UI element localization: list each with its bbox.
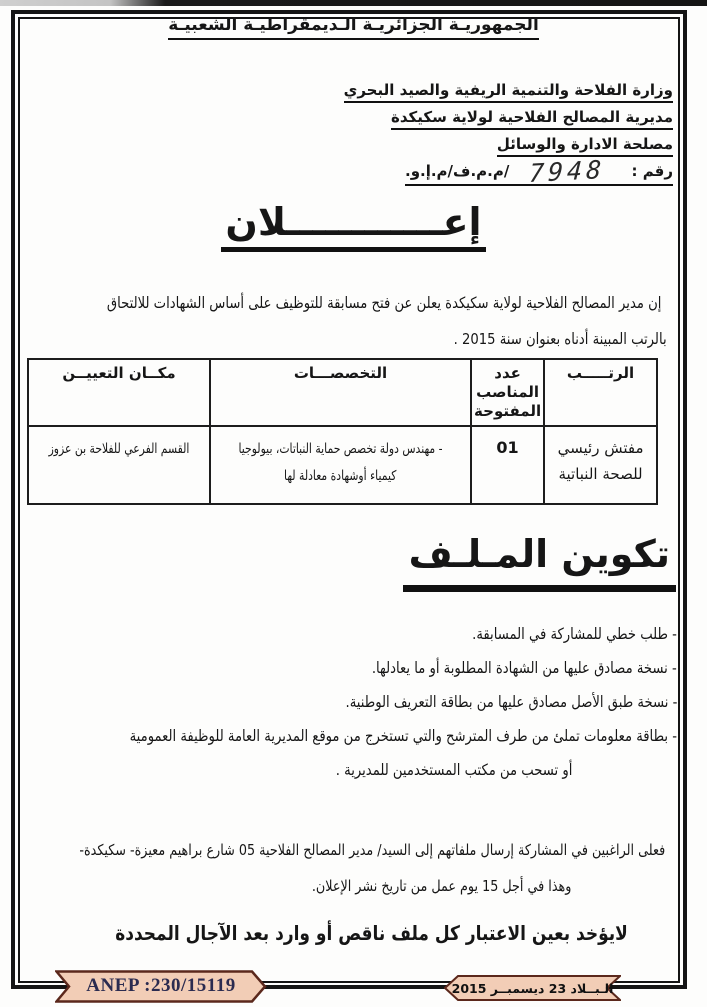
service-line: مصلحة الادارة والوسائل [344,134,673,154]
cell-specialties: - مهندس دولة تخصص حماية النباتات، بيولوجيا كيمياء أوشهادة معادلة لها [210,426,471,504]
file-section-title-wrap [403,528,676,592]
table-row [28,426,657,504]
anep-reference-text: ANEP :230/15119 [86,974,236,996]
handwritten-number: 7948 [528,154,607,189]
requirement-item: - نسخة مصادق عليها من الشهادة المطلوبة أو ما يعادلها. [372,659,677,677]
header-specialties: التخصصـــات [210,359,471,426]
ref-label: رقم : [631,162,673,180]
anep-reference-badge [55,970,267,1003]
file-section-title: تكوين المـلـف [403,528,676,592]
announcement-title-wrap [0,200,707,252]
intro-paragraph [24,291,677,351]
header-assignment-location: مكــان التعييــن [28,359,210,426]
requirement-item: - نسخة طبق الأصل مصادق عليها من بطاقة التعريف الوطنية. [345,693,677,711]
reference-number-line [344,154,673,189]
cell-open-positions: 01 [471,426,544,504]
cell-rank: مفتش رئيسي للصحة النباتية [544,426,657,504]
header-rank: الرتـــــب [544,359,657,426]
table-header-row [28,359,657,426]
newspaper-date-text: الـبــلاد 23 ديسمبــر 2015 [451,980,614,996]
submission-line-1: فعلى الراغبين في المشاركة إرسال ملفاتهم إلى السيد/ مدير المصالح الفلاحية 05 شارع براهيم معيزة- سكيكدة- [79,841,665,859]
incomplete-file-warning: لايؤخد بعين الاعتبار كل ملف ناقص أو وارد بعد الآجال المحددة [115,921,628,945]
file-requirements-list [24,623,677,782]
intro-line-2: بالرتب المبينة أدناه بعنوان سنة 2015 . [453,330,667,348]
requirement-item-continuation: أو تسحب من مكتب المستخدمين للمديرية . [335,761,572,779]
cell-assignment-location: القسم الفرعي للفلاحة بن عزوز [28,426,210,504]
newspaper-date-badge [444,975,621,1001]
submission-line-2: وهذا في أجل 15 يوم عمل من تاريخ نشر الإعلان. [311,877,571,895]
submission-paragraph [24,838,677,898]
republic-header-text: الجمهوريـة الجزائريـة الـديمقراطيـة الشعبيـة [168,15,539,40]
directorate-line: مديرية المصالح الفلاحية لولاية سكيكدة [344,107,673,127]
ministry-line: وزارة الفلاحة والتنمية الريفية والصيد البحري [344,80,673,100]
organization-block [343,80,673,189]
header-open-positions: عدد المناصب المفتوحة [471,359,544,426]
intro-line-1: إن مدير المصالح الفلاحية لولاية سكيكدة يعلن عن فتح مسابقة للتوظيف على أساس الشهادات للالتحاق [106,294,661,312]
requirement-item: - بطاقة معلومات تملئ من طرف المترشح والتي تستخرج من موقع المديرية العامة للوظيفة العمومية [129,727,677,745]
republic-header [0,15,707,35]
ref-suffix: ‏/م.م.ف/م.إ.و. [405,162,510,180]
announcement-title: إعــــــــــــلان [221,200,485,252]
scan-edge-artifact [0,0,707,6]
requirement-item: - طلب خطي للمشاركة في المسابقة. [472,625,677,643]
positions-table [27,358,658,505]
